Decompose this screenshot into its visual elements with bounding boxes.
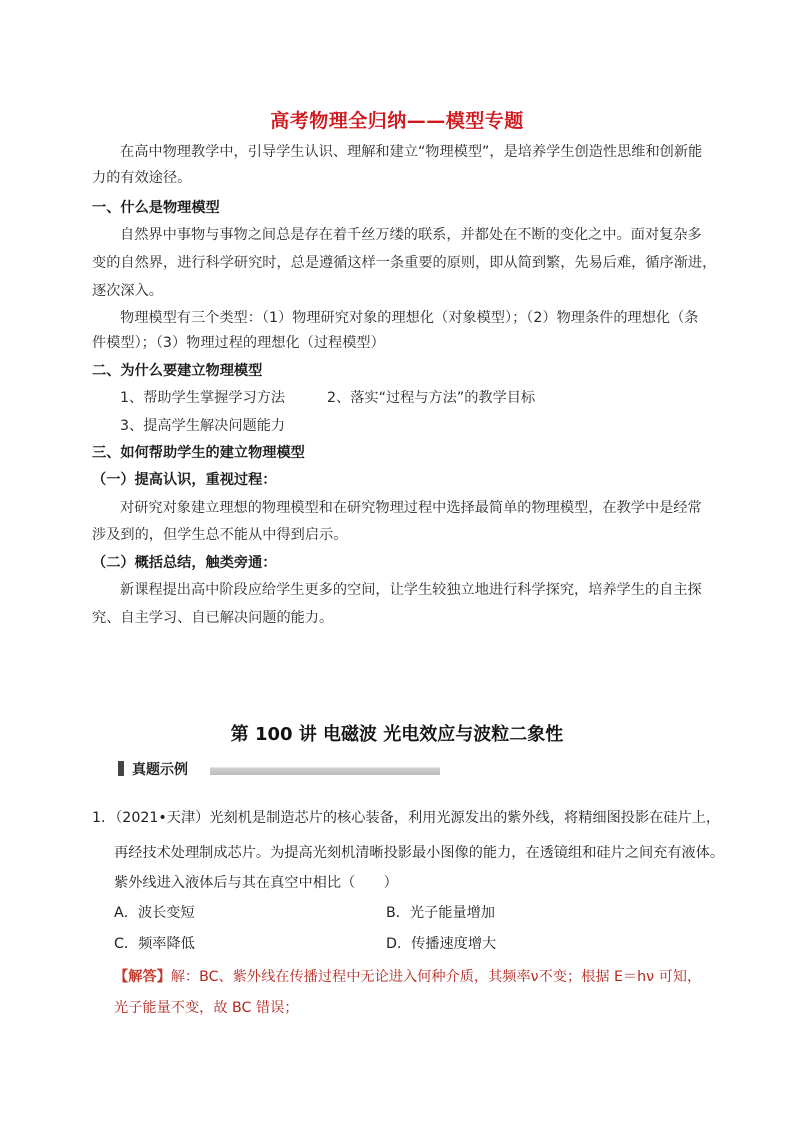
example-tag-marker [118, 761, 124, 776]
section1-para1-line2: 变的自然界，进行科学研究时，总是遵循这样一条重要的原则，即从简到繁，先易后难，循序渐进， [92, 255, 717, 271]
example-tag-label: 真题示例 [132, 762, 188, 778]
example-tag-rule [210, 767, 440, 775]
option-c: C．频率降低 [114, 936, 195, 952]
section1-para1-line3: 逐次深入。 [92, 283, 163, 299]
section3-sub2: （二）概括总结，触类旁通： [92, 555, 277, 571]
section3-sub2-line1: 新课程提出高中阶段应给学生更多的空间，让学生较独立地进行科学探究，培养学生的自主探 [120, 582, 702, 598]
section2-heading: 二、为什么要建立物理模型 [92, 363, 263, 379]
section3-heading: 三、如何帮助学生的建立物理模型 [92, 445, 305, 461]
section2-item-2: 2、落实“过程与方法”的教学目标 [327, 390, 536, 406]
answer-line-1 [114, 967, 701, 987]
intro-line-1: 在高中物理教学中，引导学生认识、理解和建立“物理模型”，是培养学生创造性思维和创新能 [120, 144, 703, 160]
option-d: D．传播速度增大 [386, 936, 497, 952]
section3-sub2-line2: 究、自主学习、自已解决问题的能力。 [92, 610, 334, 626]
section2-item-3: 3、提高学生解决问题能力 [120, 418, 286, 434]
section1-heading: 一、什么是物理模型 [92, 200, 220, 216]
answer-text-1: 解：BC、紫外线在传播过程中无论进入何种介质，其频率ν不变；根据 E＝hν 可知， [170, 969, 702, 985]
section1-para1-line1: 自然界中事物与事物之间总是存在着千丝万缕的联系，并都处在不断的变化之中。面对复杂多 [120, 227, 702, 243]
lecture-title: 第 100 讲 电磁波 光电效应与波粒二象性 [230, 724, 564, 745]
option-a: A．波长变短 [114, 905, 195, 921]
question-line-1: 1．（2021•天津）光刻机是制造芯片的核心装备，利用光源发出的紫外线，将精细图投影在硅片上， [92, 810, 721, 826]
section1-para2-line2: 件模型）；（3）物理过程的理想化（过程模型） [92, 335, 385, 351]
document-title: 高考物理全归纳——模型专题 [270, 110, 524, 132]
section3-sub1-line1: 对研究对象建立理想的物理模型和在研究物理过程中选择最简单的物理模型，在教学中是经常 [120, 500, 702, 516]
question-line-3: 紫外线进入液体后与其在真空中相比（ ） [114, 875, 398, 891]
section2-item-1: 1、帮助学生掌握学习方法 [120, 390, 286, 406]
section3-sub1-line2: 涉及到的，但学生总不能从中得到启示。 [92, 527, 348, 543]
intro-line-2: 力的有效途径。 [92, 170, 192, 186]
section3-sub1: （一）提高认识，重视过程： [92, 472, 277, 488]
answer-tag: 【解答】 [114, 969, 171, 985]
option-b: B．光子能量增加 [386, 905, 496, 921]
answer-line-2: 光子能量不变，故 BC 错误； [114, 1000, 299, 1016]
question-line-2: 再经技术处理制成芯片。为提高光刻机清晰投影最小图像的能力，在透镜组和硅片之间充有液体。 [114, 845, 725, 861]
section1-para2-line1: 物理模型有三个类型：（1）物理研究对象的理想化（对象模型）；（2）物理条件的理想化（条 [120, 310, 699, 326]
